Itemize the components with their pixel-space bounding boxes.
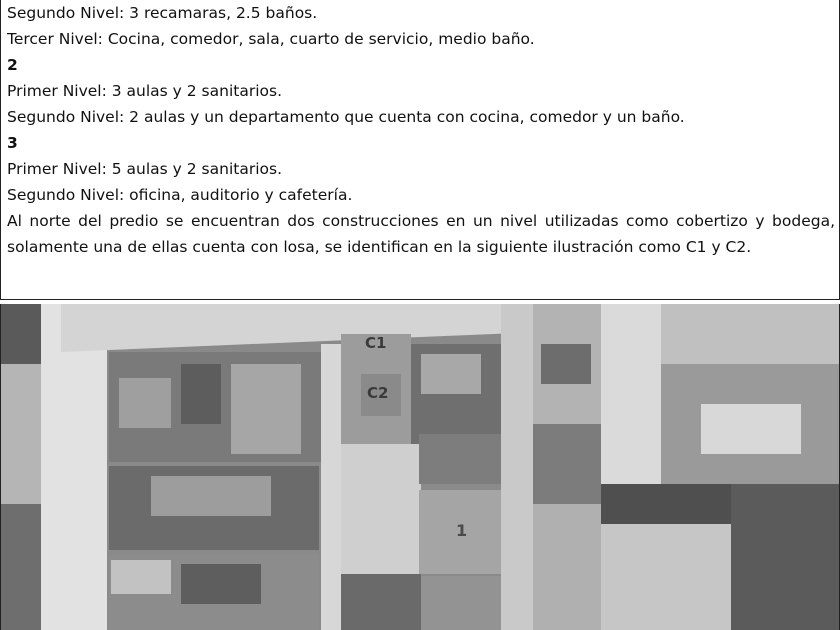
document-text-block bbox=[0, 0, 840, 300]
building-block bbox=[661, 304, 840, 364]
building-block bbox=[601, 304, 661, 484]
building bbox=[541, 344, 591, 384]
building bbox=[231, 364, 301, 454]
text-line: Tercer Nivel: Cocina, comedor, sala, cuarto de servicio, medio baño. bbox=[7, 30, 535, 48]
label-building-1: 1 bbox=[456, 521, 468, 540]
text-line: Segundo Nivel: 2 aulas y un departamento que cuenta con cocina, comedor y un baño. bbox=[7, 108, 685, 126]
building bbox=[341, 574, 421, 630]
building bbox=[181, 564, 261, 604]
open-yard bbox=[341, 444, 421, 574]
text-line: Primer Nivel: 5 aulas y 2 sanitarios. bbox=[7, 160, 283, 178]
building-block bbox=[601, 524, 731, 630]
building bbox=[1, 364, 41, 504]
building bbox=[421, 576, 501, 630]
street-middle bbox=[501, 304, 533, 630]
description-paragraph: Al norte del predio se encuentran dos construcciones en un nivel utilizadas como cobertizo y bodega, solamente una de ellas cuenta con losa, se identifican en la siguiente ilustración como C1 y C2. bbox=[7, 212, 835, 256]
aerial-photo-illustration bbox=[1, 304, 840, 630]
building bbox=[151, 476, 271, 516]
building bbox=[421, 354, 481, 394]
building bbox=[119, 378, 171, 428]
section-number: 2 bbox=[7, 56, 18, 74]
label-c1: C1 bbox=[365, 334, 387, 352]
building bbox=[701, 404, 801, 454]
building bbox=[419, 434, 501, 484]
section-number: 3 bbox=[7, 134, 18, 152]
text-line: Segundo Nivel: 3 recamaras, 2.5 baños. bbox=[7, 4, 318, 22]
building bbox=[181, 364, 221, 424]
alley bbox=[321, 344, 341, 630]
text-line: Segundo Nivel: oficina, auditorio y cafetería. bbox=[7, 186, 353, 204]
building bbox=[1, 504, 41, 630]
building-block bbox=[731, 484, 840, 630]
building-block bbox=[533, 504, 601, 630]
building bbox=[601, 484, 731, 524]
building bbox=[1, 304, 41, 364]
text-line: Primer Nivel: 3 aulas y 2 sanitarios. bbox=[7, 82, 283, 100]
building bbox=[111, 560, 171, 594]
aerial-photo bbox=[0, 304, 840, 630]
label-c2: C2 bbox=[367, 384, 389, 402]
street-left bbox=[41, 304, 107, 630]
building bbox=[533, 424, 601, 504]
